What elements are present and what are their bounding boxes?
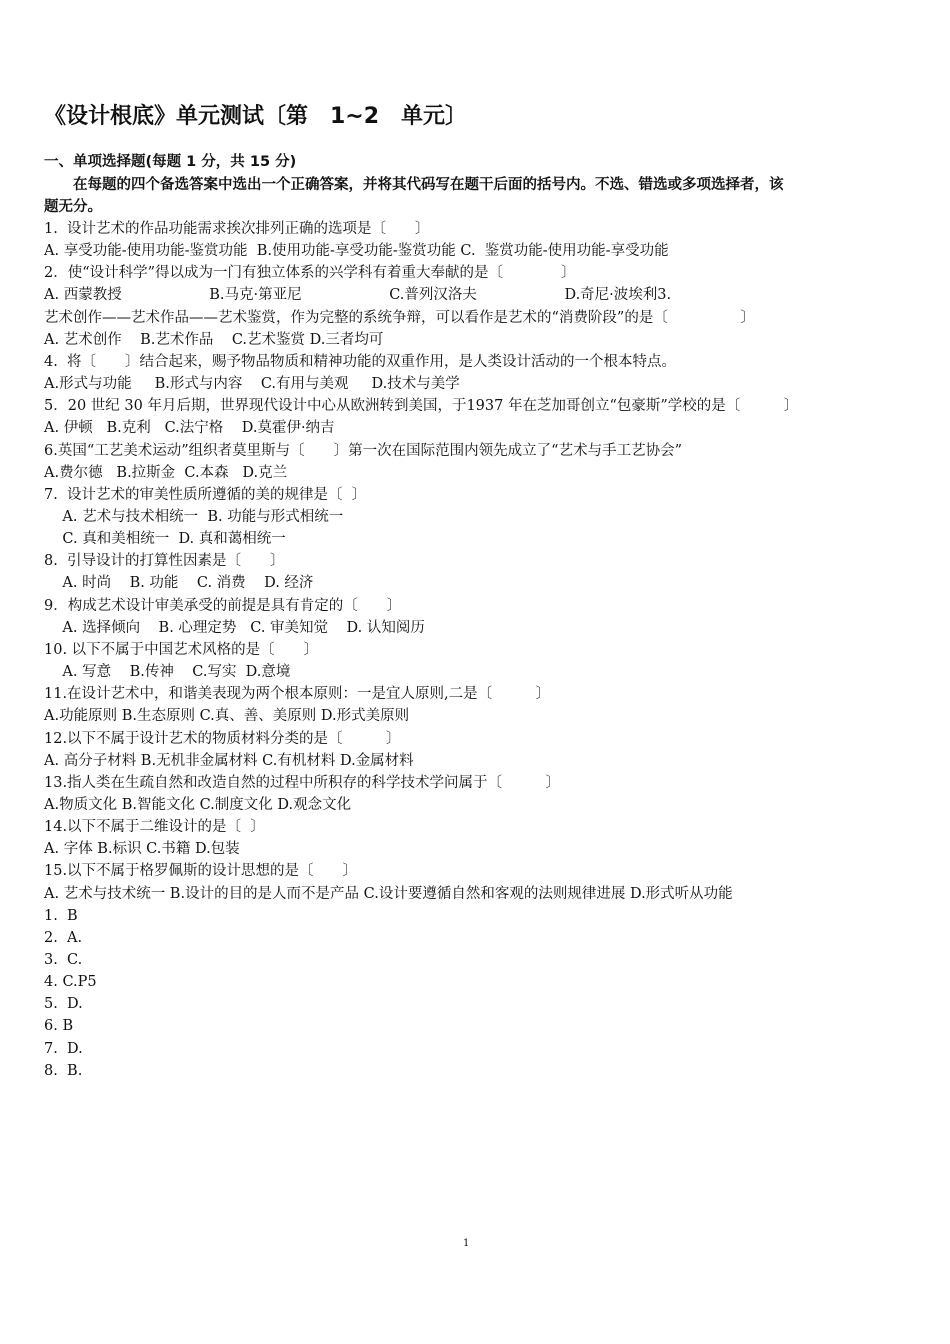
page-number: 1 xyxy=(463,1238,470,1249)
text-line: 10. 以下不属于中国艺术风格的是〔 〕 xyxy=(44,641,319,658)
text-line: 13.指人类在生疏自然和改造自然的过程中所积存的科学技术学问属于〔 〕 xyxy=(44,774,561,791)
text-line: 6. B xyxy=(44,1018,74,1035)
text-line: 1. 设计艺术的作品功能需求挨次排列正确的选项是〔 〕 xyxy=(44,221,430,237)
text-line: 艺术创作——艺术作品——艺术鉴赏，作为完整的系统争辩，可以看作是艺术的“消费阶段”的是〔 〕 xyxy=(44,309,755,326)
text-line: 2．使“设计科学”得以成为一门有独立体系的兴学科有着重大奉献的是〔 〕 xyxy=(44,265,576,282)
page-title: 《设计根底》单元测试〔第 1~2 单元〕 xyxy=(44,104,468,129)
text-line: 11.在设计艺术中，和谐美表现为两个根本原则：一是宜人原则,二是〔 〕 xyxy=(44,686,551,703)
text-line: C. 真和美相统一 D. 真和蔼相统一 xyxy=(44,531,286,548)
text-line: 15.以下不属于格罗佩斯的设计思想的是〔 〕 xyxy=(44,863,358,880)
text-line: A. 高分子材料 B.无机非金属材料 C.有机材料 D.金属材料 xyxy=(44,752,414,769)
text-line: A. 写意 B.传神 C.写实 D.意境 xyxy=(44,664,291,680)
text-line: A. 艺术与技术统一 B.设计的目的是人而不是产品 C.设计要遵循自然和客观的法则规律进展 D.形式听从功能 xyxy=(44,885,733,902)
text-line: 8. 引导设计的打算性因素是〔 〕 xyxy=(44,553,285,570)
instructions-line-2: 题无分。 xyxy=(44,199,102,215)
text-line: 14.以下不属于二维设计的是〔 〕 xyxy=(44,819,265,835)
section-heading: 一、单项选择题(每题 1 分，共 15 分) xyxy=(44,154,297,170)
text-line: 7. D. xyxy=(44,1040,83,1057)
instructions-line-1: 在每题的四个备选答案中选出一个正确答案，并将其代码写在题干后面的括号内。不选、错选或多项选择者，该 xyxy=(44,177,784,193)
text-line: 9．构成艺术设计审美承受的前提是具有肯定的〔 〕 xyxy=(44,597,402,614)
text-line: A.形式与功能 B.形式与内容 C.有用与美观 D.技术与美学 xyxy=(44,376,460,392)
text-line: A. 时尚 B. 功能 C. 消费 D. 经济 xyxy=(44,575,314,592)
text-line: A. 享受功能-使用功能-鉴赏功能 B.使用功能-享受功能-鉴赏功能 C. 鉴赏功能-使用功能-享受功能 xyxy=(44,243,669,260)
text-line: A. 西蒙教授 B.马克·第亚尼 C.普列汉洛夫 D.奇尼·波埃利3. xyxy=(44,287,672,304)
text-line: 4. C.P5 xyxy=(44,974,97,991)
text-line: A. 艺术与技术相统一 B. 功能与形式相统一 xyxy=(44,508,344,525)
text-line: 4. 将〔 〕结合起来，赐予物品物质和精神功能的双重作用，是人类设计活动的一个根本特点。 xyxy=(44,353,677,370)
text-line: 7. 设计艺术的审美性质所遵循的美的规律是〔 〕 xyxy=(44,486,367,503)
text-line: A.费尔德 B.拉斯金 C.本森 D.克兰 xyxy=(44,464,288,481)
text-line: 8. B. xyxy=(44,1062,83,1079)
text-line: 5. D. xyxy=(44,996,83,1013)
text-line: 12.以下不属于设计艺术的物质材料分类的是〔 〕 xyxy=(44,730,401,747)
text-line: 1. B xyxy=(44,907,78,924)
text-line: 6.英国“工艺美术运动”组织者莫里斯与〔 〕第一次在国际范围内领先成立了“艺术与手工艺协会” xyxy=(44,442,682,459)
text-line: A.功能原则 B.生态原则 C.真、善、美原则 D.形式美原则 xyxy=(44,708,410,725)
text-line: 5．20 世纪 30 年月后期，世界现代设计中心从欧洲转到美国，于1937 年在芝加哥创立“包豪斯”学校的是〔 〕 xyxy=(44,398,799,415)
text-line: A.物质文化 B.智能文化 C.制度文化 D.观念文化 xyxy=(44,796,352,813)
text-line: A. 选择倾向 B. 心理定势 C. 审美知觉 D. 认知阅历 xyxy=(44,619,425,636)
text-line: A. 伊顿 B.克利 C.法宁格 D.莫霍伊·纳吉 xyxy=(44,420,335,437)
text-line: 3. C. xyxy=(44,951,83,968)
text-line: A. 艺术创作 B.艺术作品 C.艺术鉴赏 D.三者均可 xyxy=(44,331,384,348)
text-line: A. 字体 B.标识 C.书籍 D.包装 xyxy=(44,841,240,858)
text-line: 2. A. xyxy=(44,929,83,946)
